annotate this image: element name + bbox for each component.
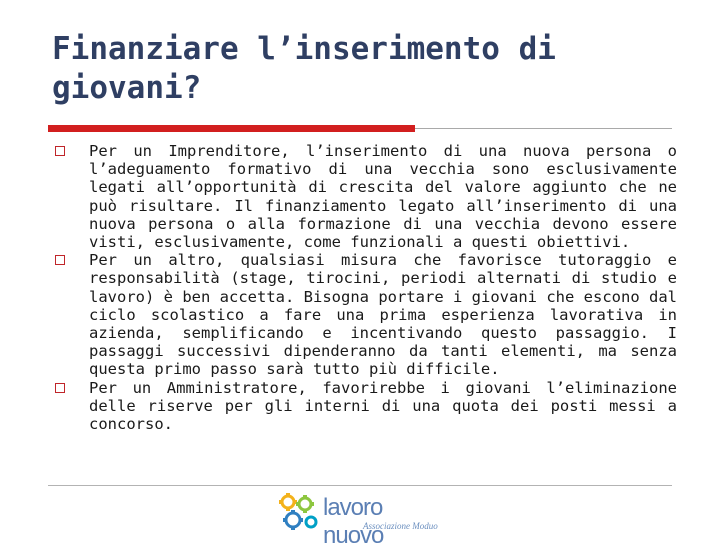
lavoro-nuovo-logo [275,488,445,549]
bullet-text: Per un altro, qualsiasi misura che favorisce tutoraggio e responsabilità (stage, tirocini, periodi alternati di studio e lavoro) è ben accetta. Bisogna portare i giovani che escono dal ciclo scolastico a fare una prima esperienza lavorativa in azienda, semplificando e incentivando questo passaggio. I passaggi successivi dipenderanno da tanti elementi, ma senza questa primo passo sarà tutto più difficile. [89,251,677,379]
title-underline-accent [48,125,415,132]
footer-rule [48,485,672,486]
logo-subtitle: Associazione Moduo [363,521,438,531]
bullet-square-icon [55,146,65,156]
logo-name: lavoro nuovo [323,494,384,549]
bullet-item-2 [52,251,677,378]
bullet-item-3 [52,379,677,434]
title-underline-rule [415,128,672,129]
bullet-item-1 [52,142,677,251]
slide-title: Finanziare l’inserimento di giovani? [52,31,556,106]
bullet-text: Per un Amministratore, favorirebbe i giovani l’eliminazione delle riserve per gli interni di una quota dei posti messi a concorso. [89,378,677,434]
bullet-square-icon [55,383,65,393]
bullet-square-icon [55,255,65,265]
bullet-list [52,142,677,433]
gears-icon [275,490,323,536]
bullet-text: Per un Imprenditore, l’inserimento di una nuova persona o l’adeguamento formativo di una vecchia sono esclusivamente legati all’opportunità di crescita del valore aggiunto che ne può risultare. Il finanziamento legato all’inserimento di una nuova persona o alla formazione di una vecchia devono essere visti, esclusivamente, come funzionali a questi obiettivi. [89,142,677,252]
